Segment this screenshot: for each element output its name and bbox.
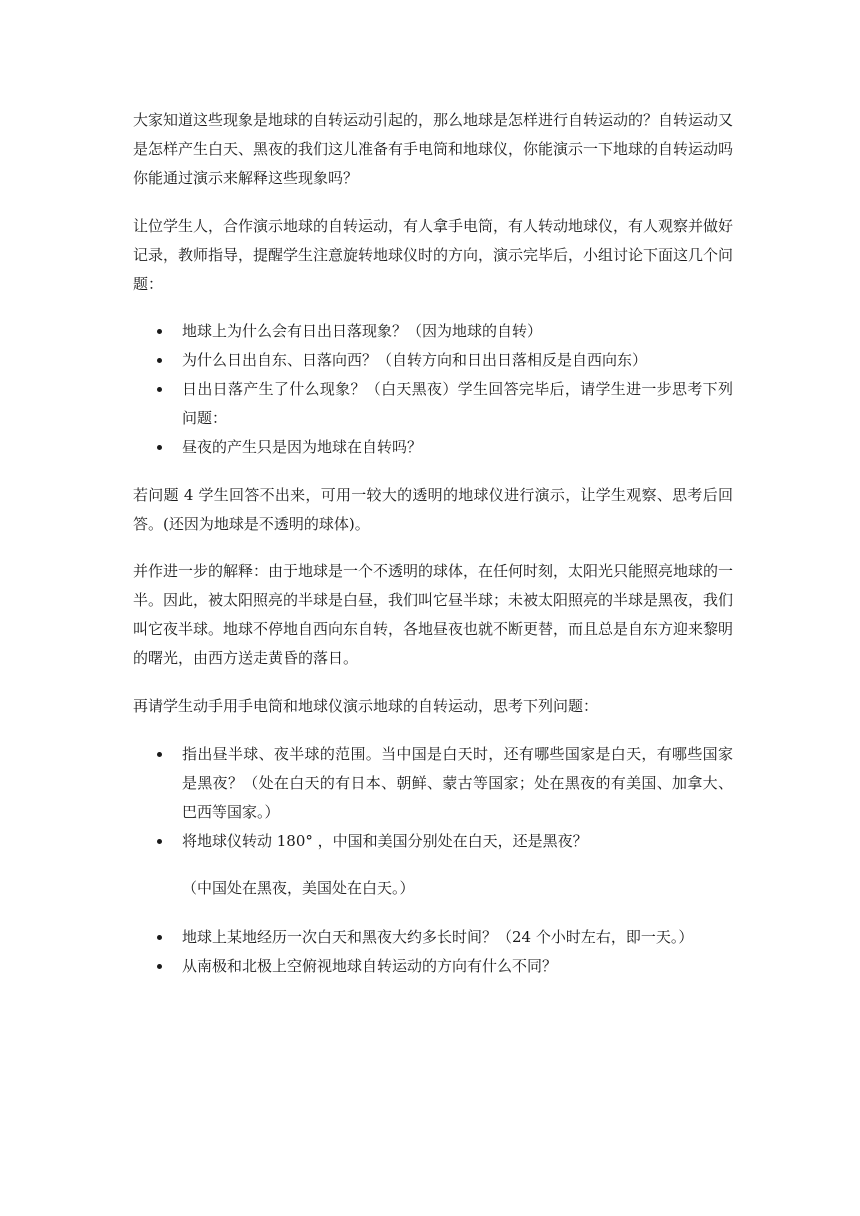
list-item: 指出昼半球、夜半球的范围。当中国是白天时，还有哪些国家是白天，有哪些国家是黑夜？（处在白天的有日本、朝鲜、蒙古等国家；处在黑夜的有美国、加拿大、巴西等国家。） — [133, 740, 733, 827]
answer-note: （中国处在黑夜，美国处在白天。） — [182, 879, 415, 897]
demo-question-list — [133, 740, 733, 856]
list-item: 昼夜的产生只是因为地球在自转吗？ — [133, 433, 733, 462]
paragraph-activity: 让位学生人，合作演示地球的自转运动，有人拿手电筒，有人转动地球仪，有人观察并做好记录，教师指导，提醒学生注意旋转地球仪时的方向，演示完毕后，小组讨论下面这几个问题： — [133, 217, 734, 293]
paragraph-second-demo: 再请学生动手用手电筒和地球仪演示地球的自转运动，思考下列问题： — [133, 697, 599, 715]
list-item: 地球上某地经历一次白天和黑夜大约多长时间？（24 个小时左右，即一天。） — [133, 923, 733, 952]
paragraph-question4-hint: 若问题 4 学生回答不出来，可用一较大的透明的地球仪进行演示，让学生观察、思考后回答。(还因为地球是不透明的球体)。 — [133, 486, 733, 533]
followup-question-list — [133, 923, 733, 981]
paragraph-explanation: 并作进一步的解释：由于地球是一个不透明的球体，在任何时刻，太阳光只能照亮地球的一半。因此，被太阳照亮的半球是白昼，我们叫它昼半球；未被太阳照亮的半球是黑夜，我们叫它夜半球。地球不停地自西向东自转，各地昼夜也就不断更替，而且总是自东方迎来黎明的曙光，由西方送走黄昏的落日。 — [133, 562, 734, 667]
document-body — [133, 106, 733, 981]
list-item: 将地球仪转动 180° ，中国和美国分别处在白天，还是黑夜？ — [133, 827, 733, 856]
list-item: 为什么日出自东、日落向西？（自转方向和日出日落相反是自西向东） — [133, 346, 733, 375]
list-item: 从南极和北极上空俯视地球自转运动的方向有什么不同？ — [133, 952, 733, 981]
list-item: 地球上为什么会有日出日落现象？（因为地球的自转） — [133, 317, 733, 346]
list-item: 日出日落产生了什么现象？（白天黑夜）学生回答完毕后，请学生进一步思考下列问题： — [133, 375, 733, 433]
paragraph-intro: 大家知道这些现象是地球的自转运动引起的，那么地球是怎样进行自转运动的？自转运动又是怎样产生白天、黑夜的我们这儿准备有手电筒和地球仪，你能演示一下地球的自转运动吗你能通过演示来解释这些现象吗？ — [133, 111, 734, 187]
discussion-question-list — [133, 317, 733, 462]
